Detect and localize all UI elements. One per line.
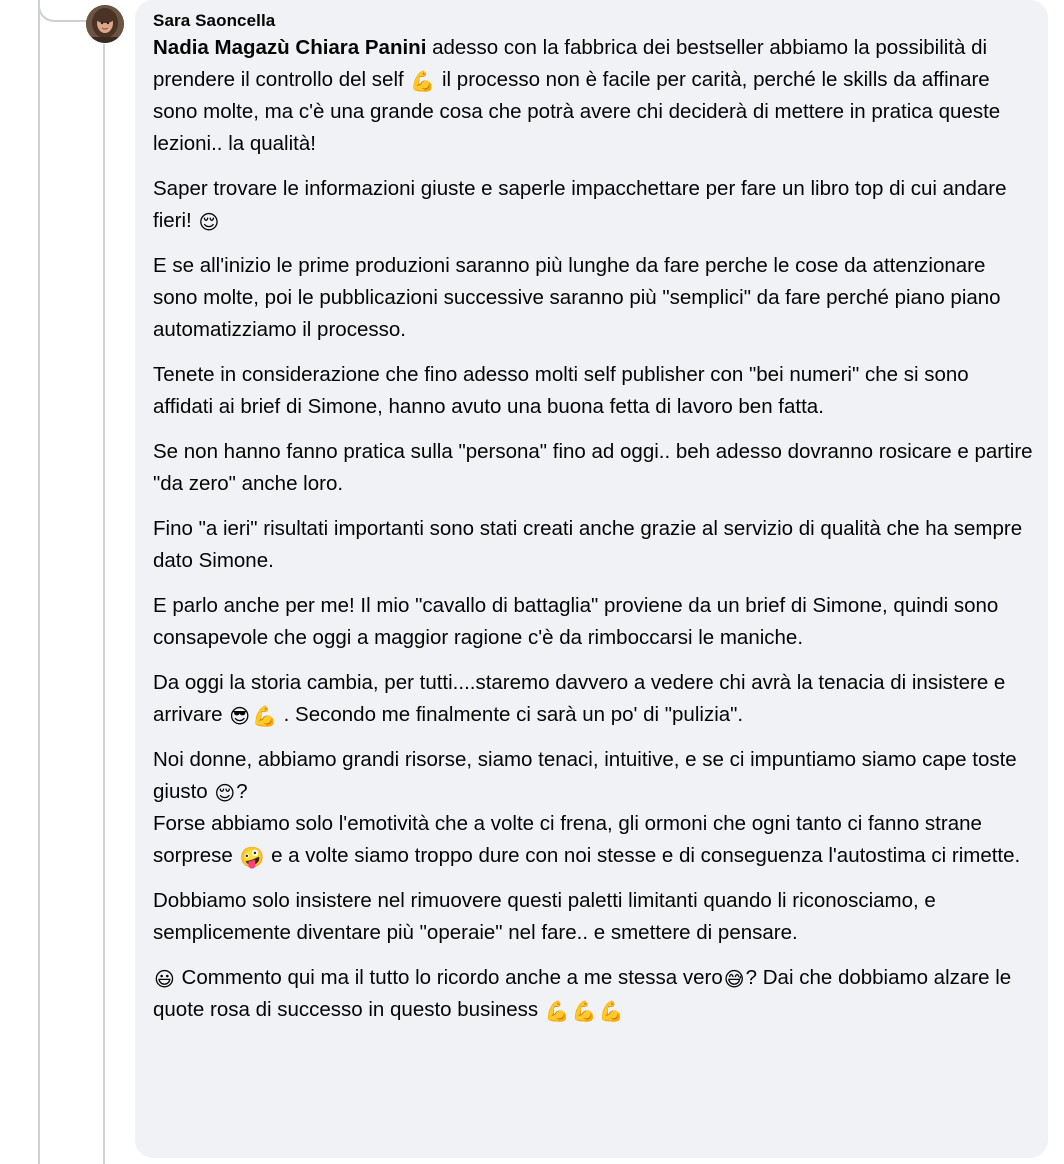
avatar-photo-icon (86, 5, 124, 43)
sweat-smile-emoji: 😅 (723, 969, 745, 991)
comment-text: il processo non è facile per carità, perché le skills da affinare sono molte, ma c'è una grande cosa che potrà avere chi deciderà di mettere in pratica queste lezioni.. la qualità! (153, 68, 1001, 155)
comment-text: Noi donne, abbiamo grandi risorse, siamo tenaci, intuitive, e se ci impuntiamo siamo cape toste giusto (153, 748, 1017, 803)
comment-text: Forse abbiamo solo l'emotività che a volte ci frena, gli ormoni che ogni tanto ci fanno strane sorprese (153, 812, 982, 867)
comment-paragraph (153, 885, 1034, 949)
comment-author[interactable]: Sara Saoncella (153, 11, 276, 30)
comment-text: E se all'inizio le prime produzioni saranno più lunghe da fare perche le cose da attenzionare sono molte, poi le pubblicazioni successive saranno più "semplici" da fare perché piano piano automatizziamo il processo. (153, 254, 1001, 341)
comment-text: Dobbiamo solo insistere nel rimuovere questi paletti limitanti quando li riconosciamo, e semplicemente diventare più "operaie" nel fare.. e smettere di pensare. (153, 889, 936, 944)
comment-paragraph (153, 359, 1034, 423)
flexed-biceps-emoji: 💪 (410, 71, 436, 93)
relieved-face-emoji: 😌 (214, 783, 236, 805)
comment-paragraph (153, 744, 1034, 872)
comment-text: ? Dai che dobbiamo alzare le quote rosa di successo in questo business (153, 966, 1012, 1021)
comment-text: E parlo anche per me! Il mio "cavallo di battaglia" proviene da un brief di Simone, quindi sono consapevole che oggi a maggior ragione c'è da rimboccarsi le maniche. (153, 594, 999, 649)
flexed-biceps-emoji: 💪 (544, 1001, 570, 1023)
comment-paragraph (153, 436, 1034, 500)
comment-paragraph (153, 32, 1034, 160)
comment-text: Da oggi la storia cambia, per tutti....staremo davvero a vedere chi avrà la tenacia di insistere e arrivare (153, 671, 1006, 726)
comment-text: adesso con la fabbrica dei bestseller abbiamo la possibilità di prendere il controllo del self (153, 36, 988, 91)
mention-link[interactable]: Nadia Magazù Chiara Panini (153, 36, 427, 59)
thread-line-inner (103, 44, 105, 1164)
comment-body (153, 32, 1034, 1026)
avatar[interactable] (86, 5, 124, 43)
comment-text: . Secondo me finalmente ci sarà un po' di "pulizia". (277, 703, 744, 726)
sunglasses-face-emoji: 😎 (229, 706, 251, 728)
comment-bubble (135, 0, 1048, 1158)
comment-text: Fino "a ieri" risultati importanti sono stati creati anche grazie al servizio di qualità che ha sempre dato Simone. (153, 517, 1023, 572)
comment-paragraph (153, 173, 1034, 237)
comment-text: Saper trovare le informazioni giuste e saperle impacchettare per fare un libro top di cui andare fieri! (153, 177, 1007, 232)
relieved-face-emoji: 😌 (198, 212, 220, 234)
flexed-biceps-emoji: 💪 (252, 706, 277, 728)
grinning-face-emoji: 😃 (154, 969, 175, 991)
thread-connector (38, 0, 86, 22)
flexed-biceps-emoji: 💪 (571, 1001, 597, 1023)
thread-line-outer (38, 0, 40, 1164)
comment-text: Tenete in considerazione che fino adesso molti self publisher con "bei numeri" che si sono affidati ai brief di Simone, hanno avuto una buona fetta di lavoro ben fatta. (153, 363, 969, 418)
comment-paragraph (153, 250, 1034, 346)
comment-paragraph (153, 667, 1034, 731)
comment-text: Se non hanno fanno pratica sulla "persona" fino ad oggi.. beh adesso dovranno rosicare e partire "da zero" anche loro. (153, 440, 1033, 495)
comment-text: ? (236, 780, 248, 803)
comment-text: Commento qui ma il tutto lo ricordo anche a me stessa vero (175, 966, 723, 989)
comment-paragraph (153, 962, 1034, 1026)
comment-text: e a volte siamo troppo dure con noi stesse e di conseguenza l'autostima ci rimette. (265, 844, 1021, 867)
comment-paragraph (153, 590, 1034, 654)
zany-face-emoji: 🤪 (239, 847, 265, 869)
flexed-biceps-emoji: 💪 (598, 1001, 624, 1023)
comment-paragraph (153, 513, 1034, 577)
